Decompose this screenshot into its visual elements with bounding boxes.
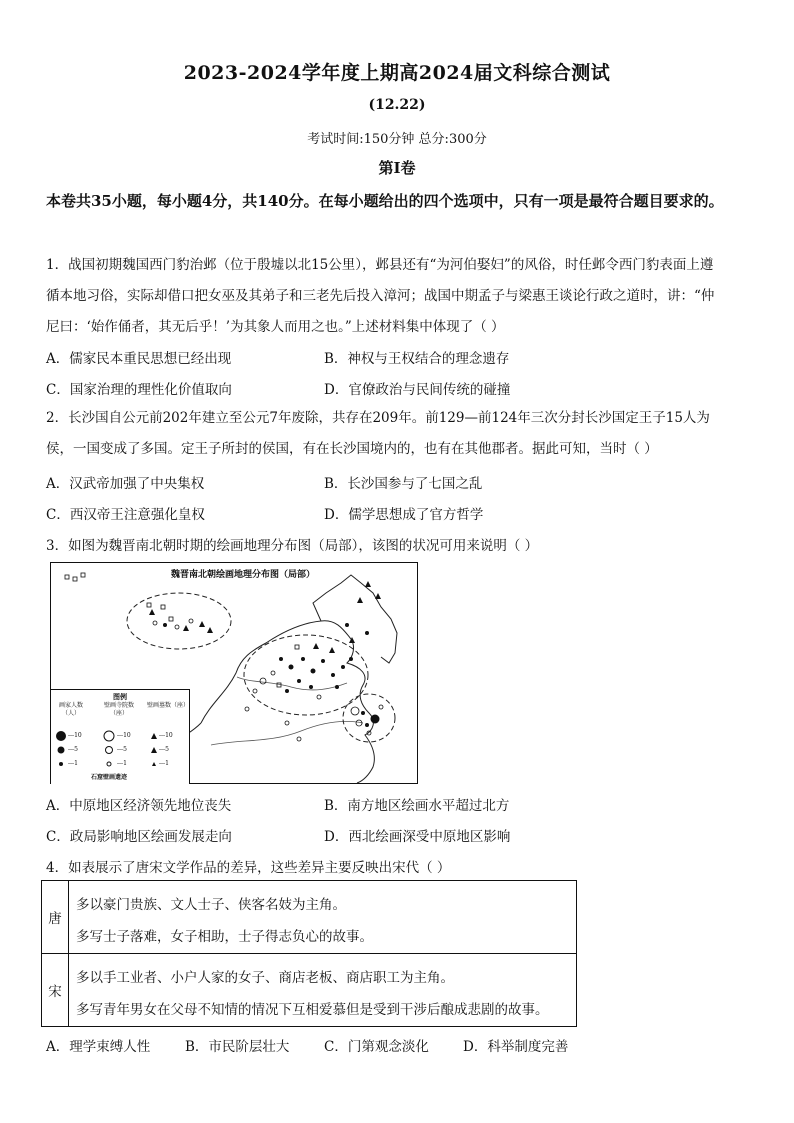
legend-painters-1: ---1 <box>68 760 78 767</box>
q4-option-b[interactable]: B．市民阶层壮大 <box>185 1039 290 1055</box>
tang-song-comparison-table <box>41 880 577 1027</box>
question-2-line: 2．长沙国自公元前202年建立至公元7年废除，共存在209年。前129—前124年三次分封长沙国定王子15人为 <box>46 410 710 426</box>
legend-temples-label: 壁画寺院数（座） <box>103 702 134 717</box>
question-2-line: 侯，一国变成了多国。定王子所封的侯国，有在长沙国境内的，也有在其他郡者。据此可知，当时（ ） <box>46 441 658 457</box>
yellow-river <box>237 677 347 690</box>
question-1-line: 1．战国初期魏国西门豹治邺（位于殷墟以北15公里），邺县还有“为河伯娶妇”的风俗，时任邺令西门豹表面上遵 <box>46 257 714 273</box>
map-title: 魏晋南北朝绘画地理分布图（局部） <box>171 570 316 580</box>
exam-title: 2023-2024学年度上期高2024届文科综合测试 <box>183 62 611 84</box>
q4-option-c[interactable]: C．门第观念淡化 <box>324 1039 429 1055</box>
northwest-markers <box>65 573 193 629</box>
q3-option-b[interactable]: B．南方地区绘画水平超过北方 <box>324 798 510 814</box>
q3-option-a[interactable]: A．中原地区经济领先地位丧失 <box>46 798 232 814</box>
legend-tombs-5: ---5 <box>159 746 169 753</box>
question-2 <box>46 403 758 465</box>
exam-info: 考试时间:150分钟 总分:300分 <box>307 132 487 147</box>
northeast-markers <box>345 581 381 635</box>
question-1 <box>46 250 758 343</box>
table-divider <box>42 953 576 954</box>
table-song-line-1: 多以手工业者、小户人家的女子、商店老板、商店职工为主角。 <box>76 970 454 986</box>
legend-tombs-1: ---1 <box>159 760 169 767</box>
q3-option-d[interactable]: D．西北绘画深受中原地区影响 <box>324 829 511 845</box>
q2-option-b[interactable]: B．长沙国参与了七国之乱 <box>324 476 483 492</box>
table-tang-line-2: 多写士子落难，女子相助，士子得志负心的故事。 <box>76 929 373 945</box>
q2-option-c[interactable]: C．西汉帝王注意强化皇权 <box>46 507 205 523</box>
q1-option-c[interactable]: C．国家治理的理性化价值取向 <box>46 382 232 398</box>
legend-painters-5: ---5 <box>68 746 78 753</box>
part-heading: 第Ⅰ卷 <box>378 159 416 177</box>
legend-grotto-label: 石窟壁画遗迹 <box>91 774 128 781</box>
northwest-tomb-markers <box>149 609 213 633</box>
q2-option-a[interactable]: A．汉武帝加强了中央集权 <box>46 476 205 492</box>
question-3-stem: 3．如图为魏晋南北朝时期的绘画地理分布图（局部），该图的状况可用来说明（ ） <box>46 538 539 554</box>
q1-option-d[interactable]: D．官僚政治与民间传统的碰撞 <box>324 382 511 398</box>
table-label-tang: 唐 <box>42 881 69 953</box>
legend-painters-10: ---10 <box>68 732 82 739</box>
q1-option-b[interactable]: B．神权与王权结合的理念遗存 <box>324 351 510 367</box>
jiangnan-markers <box>361 711 380 727</box>
southern-markers <box>245 707 301 741</box>
question-1-line: 尼曰：‘始作俑者，其无后乎！’为其象人而用之也。”上述材料集中体现了（ ） <box>46 319 505 335</box>
question-1-line: 循本地习俗，实际却借口把女巫及其弟子和三老先后投入漳河；战国中期孟子与梁惠王谈论行政之道时，讲：“仲 <box>46 288 715 304</box>
legend-tombs-label: 壁画墓数（座） <box>147 702 190 709</box>
map-legend <box>51 689 190 784</box>
table-song-line-2: 多写青年男女在父母不知情的情况下互相爱慕但是受到干涉后酿成悲剧的故事。 <box>76 1002 549 1018</box>
q4-option-d[interactable]: D．科举制度完善 <box>463 1039 569 1055</box>
legend-tombs-10: ---10 <box>159 732 173 739</box>
table-tang-line-1: 多以豪门贵族、文人士子、侠客名妓为主角。 <box>76 897 346 913</box>
legend-title: 图例 <box>113 692 127 701</box>
q4-option-a[interactable]: A．理学束缚人性 <box>46 1039 151 1055</box>
section-instructions: 本卷共35小题，每小题4分，共140分。在每小题给出的四个选项中，只有一项是最符合题目要求的。 <box>46 192 724 210</box>
legend-painters-label: 画家人数（人） <box>58 702 83 717</box>
northwest-cluster-ring <box>127 593 231 649</box>
legend-temples-10: ---10 <box>117 732 131 739</box>
central-plains-cluster-ring <box>244 635 368 715</box>
question-4-stem: 4．如表展示了唐宋文学作品的差异，这些差异主要反映出宋代（ ） <box>46 860 451 876</box>
painting-distribution-map <box>50 562 418 784</box>
q2-option-d[interactable]: D．儒学思想成了官方哲学 <box>324 507 484 523</box>
coastline <box>201 621 374 783</box>
northeast-coast <box>313 575 397 663</box>
q1-option-a[interactable]: A．儒家民本重民思想已经出现 <box>46 351 232 367</box>
legend-temples-5: ---5 <box>117 746 127 753</box>
table-label-song: 宋 <box>42 954 69 1026</box>
q3-option-c[interactable]: C．政局影响地区绘画发展走向 <box>46 829 232 845</box>
exam-date: (12.22) <box>368 97 426 113</box>
legend-temples-1: ---1 <box>117 760 127 767</box>
